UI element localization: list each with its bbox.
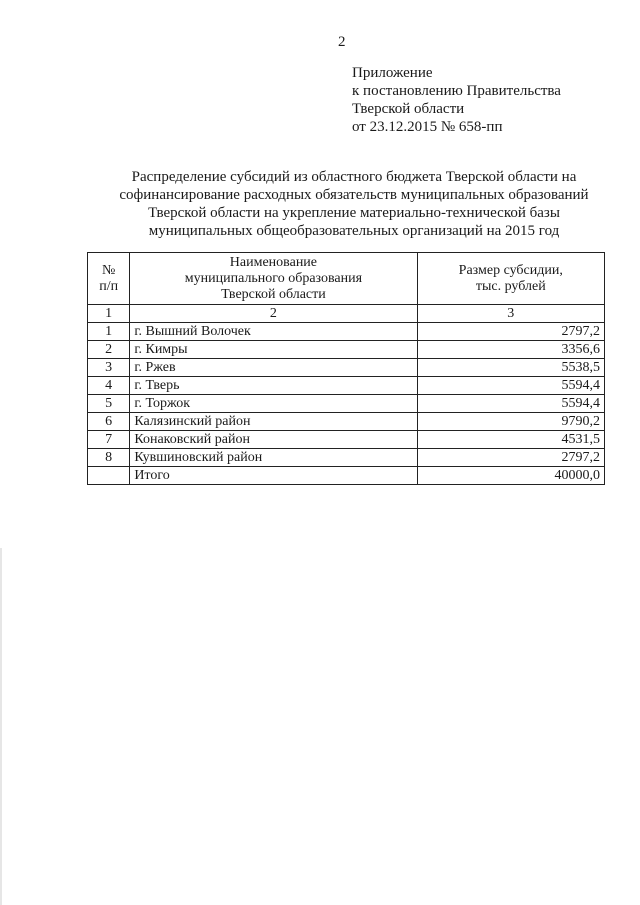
row-num: 4 — [88, 377, 130, 395]
row-name: Кувшиновский район — [130, 449, 417, 467]
document-title — [90, 168, 618, 240]
row-name: Конаковский район — [130, 431, 417, 449]
row-sum: 5594,4 — [417, 377, 604, 395]
row-sum: 2797,2 — [417, 323, 604, 341]
row-num: 1 — [88, 323, 130, 341]
total-num — [88, 467, 130, 485]
row-name: г. Ржев — [130, 359, 417, 377]
appendix-line: от 23.12.2015 № 658-пп — [352, 119, 503, 135]
title-line: софинансирование расходных обязательств муниципальных образований — [119, 187, 589, 203]
header-sum: Размер субсидии, тыс. рублей — [417, 253, 604, 305]
row-num: 6 — [88, 413, 130, 431]
appendix-line: Приложение — [352, 65, 433, 81]
row-num: 7 — [88, 431, 130, 449]
scan-edge-mark — [0, 548, 2, 905]
table-row — [88, 359, 605, 377]
table-row — [88, 449, 605, 467]
row-sum: 3356,6 — [417, 341, 604, 359]
appendix-block — [352, 64, 561, 136]
page-number: 2 — [338, 34, 346, 50]
table-row — [88, 431, 605, 449]
row-name: г. Тверь — [130, 377, 417, 395]
title-line: Распределение субсидий из областного бюджета Тверской области на — [131, 169, 577, 185]
table-row — [88, 413, 605, 431]
appendix-line: Тверской области — [352, 101, 465, 117]
title-line: муниципальных общеобразовательных организаций на 2015 год — [148, 223, 560, 239]
row-name: г. Вышний Волочек — [130, 323, 417, 341]
title-line: Тверской области на укрепление материально-технической базы — [148, 205, 560, 221]
row-name: Калязинский район — [130, 413, 417, 431]
row-name: г. Кимры — [130, 341, 417, 359]
row-num: 2 — [88, 341, 130, 359]
column-index: 1 — [88, 305, 130, 323]
table-row — [88, 341, 605, 359]
table-row — [88, 395, 605, 413]
row-name: г. Торжок — [130, 395, 417, 413]
appendix-line: к постановлению Правительства — [352, 83, 561, 99]
column-index: 2 — [130, 305, 417, 323]
column-index: 3 — [417, 305, 604, 323]
table-row — [88, 377, 605, 395]
column-index-row — [88, 305, 605, 323]
total-label: Итого — [130, 467, 417, 485]
subsidy-table — [87, 252, 605, 485]
total-sum: 40000,0 — [417, 467, 604, 485]
row-sum: 9790,2 — [417, 413, 604, 431]
row-sum: 5594,4 — [417, 395, 604, 413]
row-num: 3 — [88, 359, 130, 377]
total-row — [88, 467, 605, 485]
row-num: 5 — [88, 395, 130, 413]
row-sum: 4531,5 — [417, 431, 604, 449]
row-sum: 2797,2 — [417, 449, 604, 467]
row-num: 8 — [88, 449, 130, 467]
header-name: Наименование муниципального образования Тверской области — [130, 253, 417, 305]
row-sum: 5538,5 — [417, 359, 604, 377]
table-row — [88, 323, 605, 341]
table-header-row — [88, 253, 605, 305]
header-num: № п/п — [88, 253, 130, 305]
